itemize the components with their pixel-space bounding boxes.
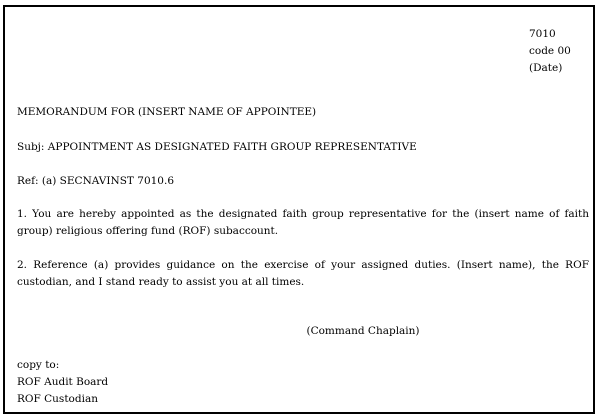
copy-recipient: ROF Audit Board (17, 376, 109, 388)
ssic-block (529, 26, 571, 77)
paragraph-2: 2. Reference (a) provides guidance on the exercise of your assigned duties. (Insert name), the ROF custodian, and I stand ready to assist you at all times. (17, 259, 589, 288)
ssic-number: 7010 (529, 28, 556, 40)
signature-block: (Command Chaplain) (306, 325, 420, 337)
memorandum-for-line: MEMORANDUM FOR (INSERT NAME OF APPOINTEE) (17, 106, 317, 118)
subject-line: Subj: APPOINTMENT AS DESIGNATED FAITH GROUP REPRESENTATIVE (17, 141, 417, 153)
copy-to-block (17, 357, 108, 408)
reference-line: Ref: (a) SECNAVINST 7010.6 (17, 175, 175, 187)
paragraph-1: 1. You are hereby appointed as the designated faith group representative for the (insert name of faith group) religious offering fund (ROF) subaccount. (17, 208, 589, 237)
office-code: code 00 (529, 45, 571, 57)
memorandum-page (3, 5, 595, 414)
copy-recipient: ROF Custodian (17, 393, 98, 405)
copy-to-label: copy to: (17, 359, 60, 371)
date-placeholder: (Date) (529, 62, 563, 74)
